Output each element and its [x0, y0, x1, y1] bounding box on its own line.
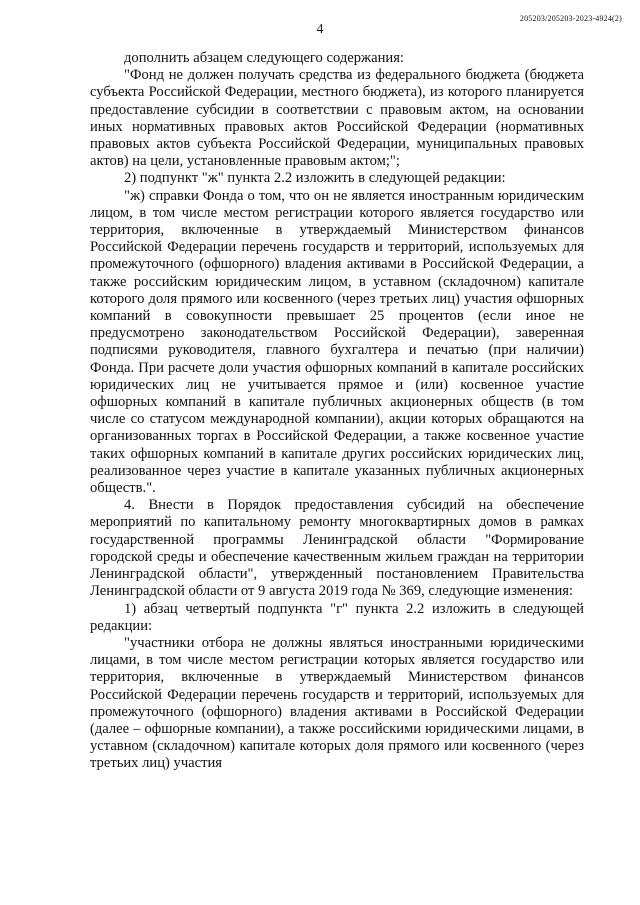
- page-number: 4: [316, 22, 324, 37]
- paragraph-item-4: 4. Внести в Порядок предоставления субсидий на обеспечение мероприятий по капитальному ремонту многоквартирных домов в рамках государственной программы Ленинградской области "Формирование городской среды и обеспечение качественным жильем граждан на территории Ленинградской области", утвержденный постановлением Правительства Ленинградской области от 9 августа 2019 года № 369, следующие изменения:: [90, 497, 584, 600]
- paragraph-intro: дополнить абзацем следующего содержания:: [124, 50, 404, 66]
- paragraph-fund-quote: "Фонд не должен получать средства из федерального бюджета (бюджета субъекта Российской Федерации, местного бюджета), из которого планируется предоставление субсидии в соответствии с правовым актом, на основании иных нормативных правовых актов Российской Федерации (нормативных правовых актов субъекта Российской Федерации, муниципальных правовых актов) на цели, установленные правовым актом;";: [90, 67, 584, 170]
- paragraph-item-4-1: 1) абзац четвертый подпункта "г" пункта 2.2 изложить в следующей редакции:: [90, 600, 584, 634]
- document-reference: 205203/205203-2023-4924(2): [519, 14, 622, 23]
- paragraph-zh-quote: "ж) справки Фонда о том, что он не является иностранным юридическим лицом, в том числе местом регистрации которого является государство или территория, включенные в утверждаемый Министерством финансов Российской Федерации перечень государств и территорий, используемых для промежуточного (офшорного) владения активами в Российской Федерации, а также российским юридическим лицом, в уставном (складочном) капитале которого доля прямого или косвенного (через третьих лиц) участия офшорных компаний в совокупности превышает 25 процентов (если иное не предусмотрено законодательством Российской Федерации), заверенная подписями руководителя, главного бухгалтера и печатью (при наличии) Фонда. При расчете доли участия офшорных компаний в капитале российских юридических лиц не учитывается прямое и (или) косвенное участие офшорных компаний в капитале публичных акционерных обществ (в том числе со статусом международной компании), акции которых обращаются на организованных торгах в Российской Федерации, а также косвенное участие таких офшорных компаний в капитале других российских юридических лиц, реализованное через участие в капитале указанных публичных акционерных обществ.".: [90, 187, 584, 497]
- document-body: [90, 50, 584, 773]
- paragraph-participants-quote: "участники отбора не должны являться иностранными юридическими лицами, в том числе местом регистрации которых является государство или территория, включенные в утверждаемый Министерством финансов Российской Федерации перечень государств и территорий, используемых для промежуточного (офшорного) владения активами в Российской Федерации (далее – офшорные компании), а также российскими юридическими лицами, в уставном (складочном) капитале которых доля прямого или косвенного (через третьих лиц) участия: [90, 634, 584, 772]
- paragraph-item-2: 2) подпункт "ж" пункта 2.2 изложить в следующей редакции:: [124, 170, 506, 187]
